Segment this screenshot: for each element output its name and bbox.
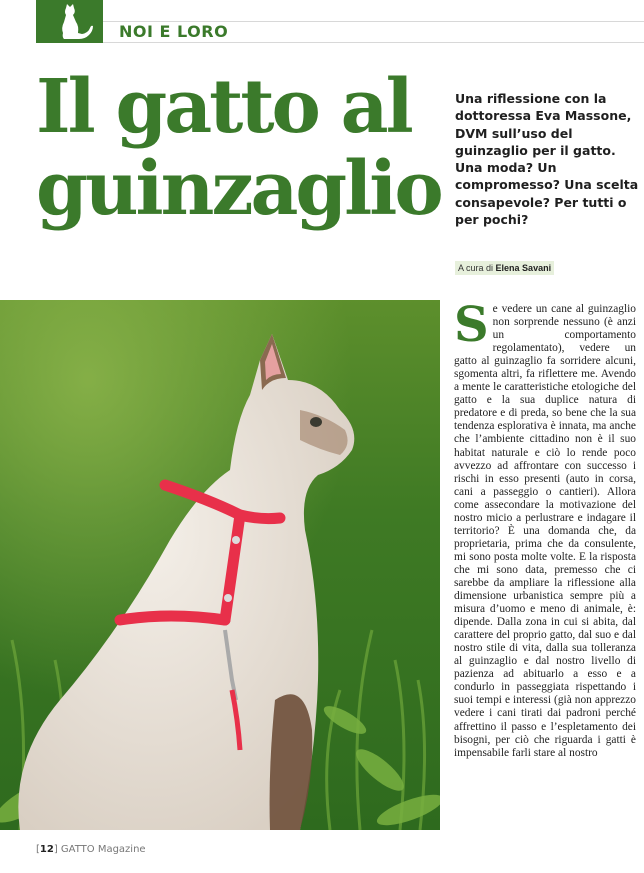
article-body-text: e vedere un cane al guinzaglio non sorprende nessuno (è anzi un comportamento regolamentato), vedere un gatto al guinzaglio fa sorridere alcuni, sgomenta altri, fa riflettere me. Avendo a mente le caratteristiche etologiche del gatto e la sua duplice natura di predatore e di preda, so bene che la sua tendenza esplorativa è innata, ma anche che l’ambiente cittadino non è il suo habitat naturale e ciò lo rende poco avvezzo ad affrontare con successo i rischi in esso presenti (auto in corsa, cani a passeggio o cantieri). Allora come assecondare la motivazione del nostro micio a perlustrare e indagare il territorio? È una domanda che, da proprietaria, prima che da consulente, mi sono posta molte volte. E la risposta che mi sono data, premesso che ci sarebbe da ampliare la riflessione alla dimensione urbanistica sempre più a misura d’uomo e meno di animale, è: dipende. Dalla zona in cui si abita, dal carattere del proprio gatto, dal suo e dal nostro stile di vita, dalla sua tolleranza al guinzaglio e dal nostro livello di pazienza ad abituarlo a esso e a condurlo in passeggiata rispettando i suoi tempi e interessi (già non apprezzo vedere i cani tirati dai padroni perché affrettino il passo e l’espletamento dei bisogni, per ciò che riguarda i gatti è impensabile farli stare al nostro [454, 303, 636, 759]
page-footer: [12] GATTO Magazine [36, 844, 146, 855]
page-number: 12 [39, 844, 54, 855]
section-label: NOI E LORO [119, 22, 229, 41]
magazine-name: GATTO Magazine [60, 844, 146, 855]
drop-cap: S [454, 303, 489, 353]
article-title: Il gatto al guinzaglio [36, 64, 441, 232]
article-body [454, 303, 636, 835]
article-deck: Una riflessione con la dottoressa Eva Massone, DVM sull’uso del guinzaglio per il gatto. Una moda? Un compromesso? Una scelta consapevole? Per tutti o per pochi? [455, 91, 639, 228]
cat-photo [0, 300, 440, 830]
byline-prefix: A cura di [458, 263, 494, 273]
section-tab [36, 0, 103, 43]
byline-author: Elena Savani [495, 263, 552, 273]
byline [455, 261, 554, 275]
cat-photo-illustration [0, 300, 440, 830]
cat-icon [36, 0, 103, 43]
header-rule-bottom [103, 42, 644, 43]
